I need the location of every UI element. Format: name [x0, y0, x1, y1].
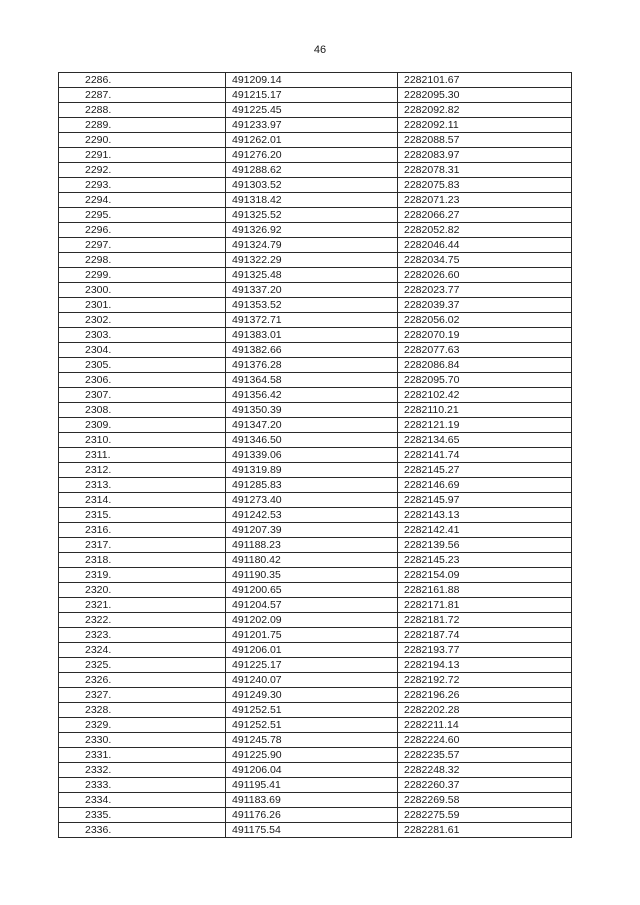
table-row	[59, 88, 572, 103]
table-row	[59, 313, 572, 328]
x-coordinate-cell: 491252.51	[226, 718, 398, 733]
point-number-cell: 2319.	[59, 568, 226, 583]
table-row	[59, 103, 572, 118]
table-row	[59, 133, 572, 148]
y-coordinate-cell: 2282088.57	[398, 133, 572, 148]
x-coordinate-cell: 491350.39	[226, 403, 398, 418]
point-number-cell: 2310.	[59, 433, 226, 448]
table-row	[59, 418, 572, 433]
table-row	[59, 703, 572, 718]
point-number-cell: 2313.	[59, 478, 226, 493]
point-number-cell: 2332.	[59, 763, 226, 778]
x-coordinate-cell: 491225.90	[226, 748, 398, 763]
x-coordinate-cell: 491240.07	[226, 673, 398, 688]
y-coordinate-cell: 2282034.75	[398, 253, 572, 268]
y-coordinate-cell: 2282145.27	[398, 463, 572, 478]
y-coordinate-cell: 2282092.82	[398, 103, 572, 118]
y-coordinate-cell: 2282187.74	[398, 628, 572, 643]
table-row	[59, 553, 572, 568]
y-coordinate-cell: 2282083.97	[398, 148, 572, 163]
x-coordinate-cell: 491252.51	[226, 703, 398, 718]
y-coordinate-cell: 2282171.81	[398, 598, 572, 613]
point-number-cell: 2315.	[59, 508, 226, 523]
table-row	[59, 433, 572, 448]
table-row	[59, 223, 572, 238]
x-coordinate-cell: 491249.30	[226, 688, 398, 703]
point-number-cell: 2312.	[59, 463, 226, 478]
point-number-cell: 2333.	[59, 778, 226, 793]
table-row	[59, 508, 572, 523]
x-coordinate-cell: 491324.79	[226, 238, 398, 253]
point-number-cell: 2325.	[59, 658, 226, 673]
y-coordinate-cell: 2282056.02	[398, 313, 572, 328]
point-number-cell: 2311.	[59, 448, 226, 463]
y-coordinate-cell: 2282101.67	[398, 73, 572, 88]
x-coordinate-cell: 491356.42	[226, 388, 398, 403]
table-row	[59, 403, 572, 418]
x-coordinate-cell: 491372.71	[226, 313, 398, 328]
table-row	[59, 343, 572, 358]
y-coordinate-cell: 2282095.30	[398, 88, 572, 103]
x-coordinate-cell: 491285.83	[226, 478, 398, 493]
y-coordinate-cell: 2282070.19	[398, 328, 572, 343]
x-coordinate-cell: 491202.09	[226, 613, 398, 628]
point-number-cell: 2330.	[59, 733, 226, 748]
x-coordinate-cell: 491209.14	[226, 73, 398, 88]
y-coordinate-cell: 2282039.37	[398, 298, 572, 313]
point-number-cell: 2318.	[59, 553, 226, 568]
x-coordinate-cell: 491322.29	[226, 253, 398, 268]
table-row	[59, 208, 572, 223]
table-row	[59, 658, 572, 673]
page-number: 46	[313, 44, 327, 56]
table-row	[59, 733, 572, 748]
x-coordinate-cell: 491346.50	[226, 433, 398, 448]
y-coordinate-cell: 2282260.37	[398, 778, 572, 793]
table-row	[59, 448, 572, 463]
table-row	[59, 463, 572, 478]
y-coordinate-cell: 2282026.60	[398, 268, 572, 283]
table-row	[59, 163, 572, 178]
table-row	[59, 688, 572, 703]
x-coordinate-cell: 491326.92	[226, 223, 398, 238]
y-coordinate-cell: 2282121.19	[398, 418, 572, 433]
y-coordinate-cell: 2282224.60	[398, 733, 572, 748]
y-coordinate-cell: 2282139.56	[398, 538, 572, 553]
x-coordinate-cell: 491288.62	[226, 163, 398, 178]
point-number-cell: 2317.	[59, 538, 226, 553]
table-row	[59, 673, 572, 688]
point-number-cell: 2321.	[59, 598, 226, 613]
point-number-cell: 2307.	[59, 388, 226, 403]
x-coordinate-cell: 491180.42	[226, 553, 398, 568]
table-row	[59, 523, 572, 538]
x-coordinate-cell: 491176.26	[226, 808, 398, 823]
point-number-cell: 2334.	[59, 793, 226, 808]
y-coordinate-cell: 2282141.74	[398, 448, 572, 463]
coordinates-table-body	[59, 73, 572, 838]
x-coordinate-cell: 491376.28	[226, 358, 398, 373]
point-number-cell: 2336.	[59, 823, 226, 838]
point-number-cell: 2291.	[59, 148, 226, 163]
y-coordinate-cell: 2282145.23	[398, 553, 572, 568]
point-number-cell: 2292.	[59, 163, 226, 178]
x-coordinate-cell: 491206.04	[226, 763, 398, 778]
table-row	[59, 298, 572, 313]
y-coordinate-cell: 2282142.41	[398, 523, 572, 538]
x-coordinate-cell: 491262.01	[226, 133, 398, 148]
table-row	[59, 778, 572, 793]
table-row	[59, 268, 572, 283]
x-coordinate-cell: 491233.97	[226, 118, 398, 133]
y-coordinate-cell: 2282110.21	[398, 403, 572, 418]
point-number-cell: 2324.	[59, 643, 226, 658]
point-number-cell: 2295.	[59, 208, 226, 223]
point-number-cell: 2300.	[59, 283, 226, 298]
y-coordinate-cell: 2282275.59	[398, 808, 572, 823]
table-row	[59, 238, 572, 253]
table-row	[59, 388, 572, 403]
x-coordinate-cell: 491183.69	[226, 793, 398, 808]
table-row	[59, 823, 572, 838]
point-number-cell: 2289.	[59, 118, 226, 133]
y-coordinate-cell: 2282248.32	[398, 763, 572, 778]
point-number-cell: 2335.	[59, 808, 226, 823]
table-row	[59, 328, 572, 343]
y-coordinate-cell: 2282075.83	[398, 178, 572, 193]
y-coordinate-cell: 2282192.72	[398, 673, 572, 688]
y-coordinate-cell: 2282071.23	[398, 193, 572, 208]
table-row	[59, 148, 572, 163]
y-coordinate-cell: 2282046.44	[398, 238, 572, 253]
table-row	[59, 178, 572, 193]
point-number-cell: 2329.	[59, 718, 226, 733]
point-number-cell: 2323.	[59, 628, 226, 643]
x-coordinate-cell: 491339.06	[226, 448, 398, 463]
x-coordinate-cell: 491318.42	[226, 193, 398, 208]
point-number-cell: 2316.	[59, 523, 226, 538]
x-coordinate-cell: 491200.65	[226, 583, 398, 598]
x-coordinate-cell: 491207.39	[226, 523, 398, 538]
point-number-cell: 2327.	[59, 688, 226, 703]
y-coordinate-cell: 2282023.77	[398, 283, 572, 298]
x-coordinate-cell: 491215.17	[226, 88, 398, 103]
x-coordinate-cell: 491319.89	[226, 463, 398, 478]
point-number-cell: 2326.	[59, 673, 226, 688]
y-coordinate-cell: 2282145.97	[398, 493, 572, 508]
point-number-cell: 2303.	[59, 328, 226, 343]
x-coordinate-cell: 491242.53	[226, 508, 398, 523]
x-coordinate-cell: 491204.57	[226, 598, 398, 613]
x-coordinate-cell: 491337.20	[226, 283, 398, 298]
y-coordinate-cell: 2282211.14	[398, 718, 572, 733]
y-coordinate-cell: 2282102.42	[398, 388, 572, 403]
point-number-cell: 2286.	[59, 73, 226, 88]
x-coordinate-cell: 491225.17	[226, 658, 398, 673]
table-row	[59, 643, 572, 658]
x-coordinate-cell: 491325.48	[226, 268, 398, 283]
table-row	[59, 478, 572, 493]
table-row	[59, 73, 572, 88]
y-coordinate-cell: 2282086.84	[398, 358, 572, 373]
x-coordinate-cell: 491188.23	[226, 538, 398, 553]
point-number-cell: 2288.	[59, 103, 226, 118]
table-row	[59, 358, 572, 373]
x-coordinate-cell: 491225.45	[226, 103, 398, 118]
x-coordinate-cell: 491325.52	[226, 208, 398, 223]
table-row	[59, 748, 572, 763]
point-number-cell: 2301.	[59, 298, 226, 313]
table-row	[59, 253, 572, 268]
point-number-cell: 2328.	[59, 703, 226, 718]
x-coordinate-cell: 491206.01	[226, 643, 398, 658]
point-number-cell: 2309.	[59, 418, 226, 433]
table-row	[59, 193, 572, 208]
point-number-cell: 2298.	[59, 253, 226, 268]
table-row	[59, 283, 572, 298]
point-number-cell: 2320.	[59, 583, 226, 598]
x-coordinate-cell: 491175.54	[226, 823, 398, 838]
x-coordinate-cell: 491245.78	[226, 733, 398, 748]
point-number-cell: 2308.	[59, 403, 226, 418]
table-row	[59, 793, 572, 808]
y-coordinate-cell: 2282077.63	[398, 343, 572, 358]
point-number-cell: 2306.	[59, 373, 226, 388]
point-number-cell: 2290.	[59, 133, 226, 148]
point-number-cell: 2294.	[59, 193, 226, 208]
y-coordinate-cell: 2282052.82	[398, 223, 572, 238]
y-coordinate-cell: 2282235.57	[398, 748, 572, 763]
x-coordinate-cell: 491201.75	[226, 628, 398, 643]
y-coordinate-cell: 2282281.61	[398, 823, 572, 838]
x-coordinate-cell: 491347.20	[226, 418, 398, 433]
point-number-cell: 2331.	[59, 748, 226, 763]
coordinates-table	[58, 72, 572, 838]
table-row	[59, 598, 572, 613]
point-number-cell: 2304.	[59, 343, 226, 358]
table-row	[59, 718, 572, 733]
y-coordinate-cell: 2282193.77	[398, 643, 572, 658]
point-number-cell: 2314.	[59, 493, 226, 508]
y-coordinate-cell: 2282196.26	[398, 688, 572, 703]
y-coordinate-cell: 2282134.65	[398, 433, 572, 448]
table-row	[59, 808, 572, 823]
point-number-cell: 2287.	[59, 88, 226, 103]
table-row	[59, 538, 572, 553]
table-row	[59, 373, 572, 388]
y-coordinate-cell: 2282269.58	[398, 793, 572, 808]
table-row	[59, 583, 572, 598]
y-coordinate-cell: 2282066.27	[398, 208, 572, 223]
y-coordinate-cell: 2282095.70	[398, 373, 572, 388]
x-coordinate-cell: 491273.40	[226, 493, 398, 508]
table-row	[59, 628, 572, 643]
point-number-cell: 2302.	[59, 313, 226, 328]
y-coordinate-cell: 2282202.28	[398, 703, 572, 718]
x-coordinate-cell: 491303.52	[226, 178, 398, 193]
table-row	[59, 613, 572, 628]
point-number-cell: 2322.	[59, 613, 226, 628]
x-coordinate-cell: 491364.58	[226, 373, 398, 388]
y-coordinate-cell: 2282161.88	[398, 583, 572, 598]
y-coordinate-cell: 2282143.13	[398, 508, 572, 523]
x-coordinate-cell: 491276.20	[226, 148, 398, 163]
y-coordinate-cell: 2282078.31	[398, 163, 572, 178]
x-coordinate-cell: 491383.01	[226, 328, 398, 343]
y-coordinate-cell: 2282154.09	[398, 568, 572, 583]
x-coordinate-cell: 491353.52	[226, 298, 398, 313]
point-number-cell: 2296.	[59, 223, 226, 238]
x-coordinate-cell: 491382.66	[226, 343, 398, 358]
y-coordinate-cell: 2282194.13	[398, 658, 572, 673]
table-row	[59, 118, 572, 133]
table-row	[59, 568, 572, 583]
x-coordinate-cell: 491190.35	[226, 568, 398, 583]
point-number-cell: 2297.	[59, 238, 226, 253]
x-coordinate-cell: 491195.41	[226, 778, 398, 793]
y-coordinate-cell: 2282146.69	[398, 478, 572, 493]
y-coordinate-cell: 2282181.72	[398, 613, 572, 628]
table-row	[59, 493, 572, 508]
point-number-cell: 2293.	[59, 178, 226, 193]
table-row	[59, 763, 572, 778]
point-number-cell: 2299.	[59, 268, 226, 283]
y-coordinate-cell: 2282092.11	[398, 118, 572, 133]
point-number-cell: 2305.	[59, 358, 226, 373]
